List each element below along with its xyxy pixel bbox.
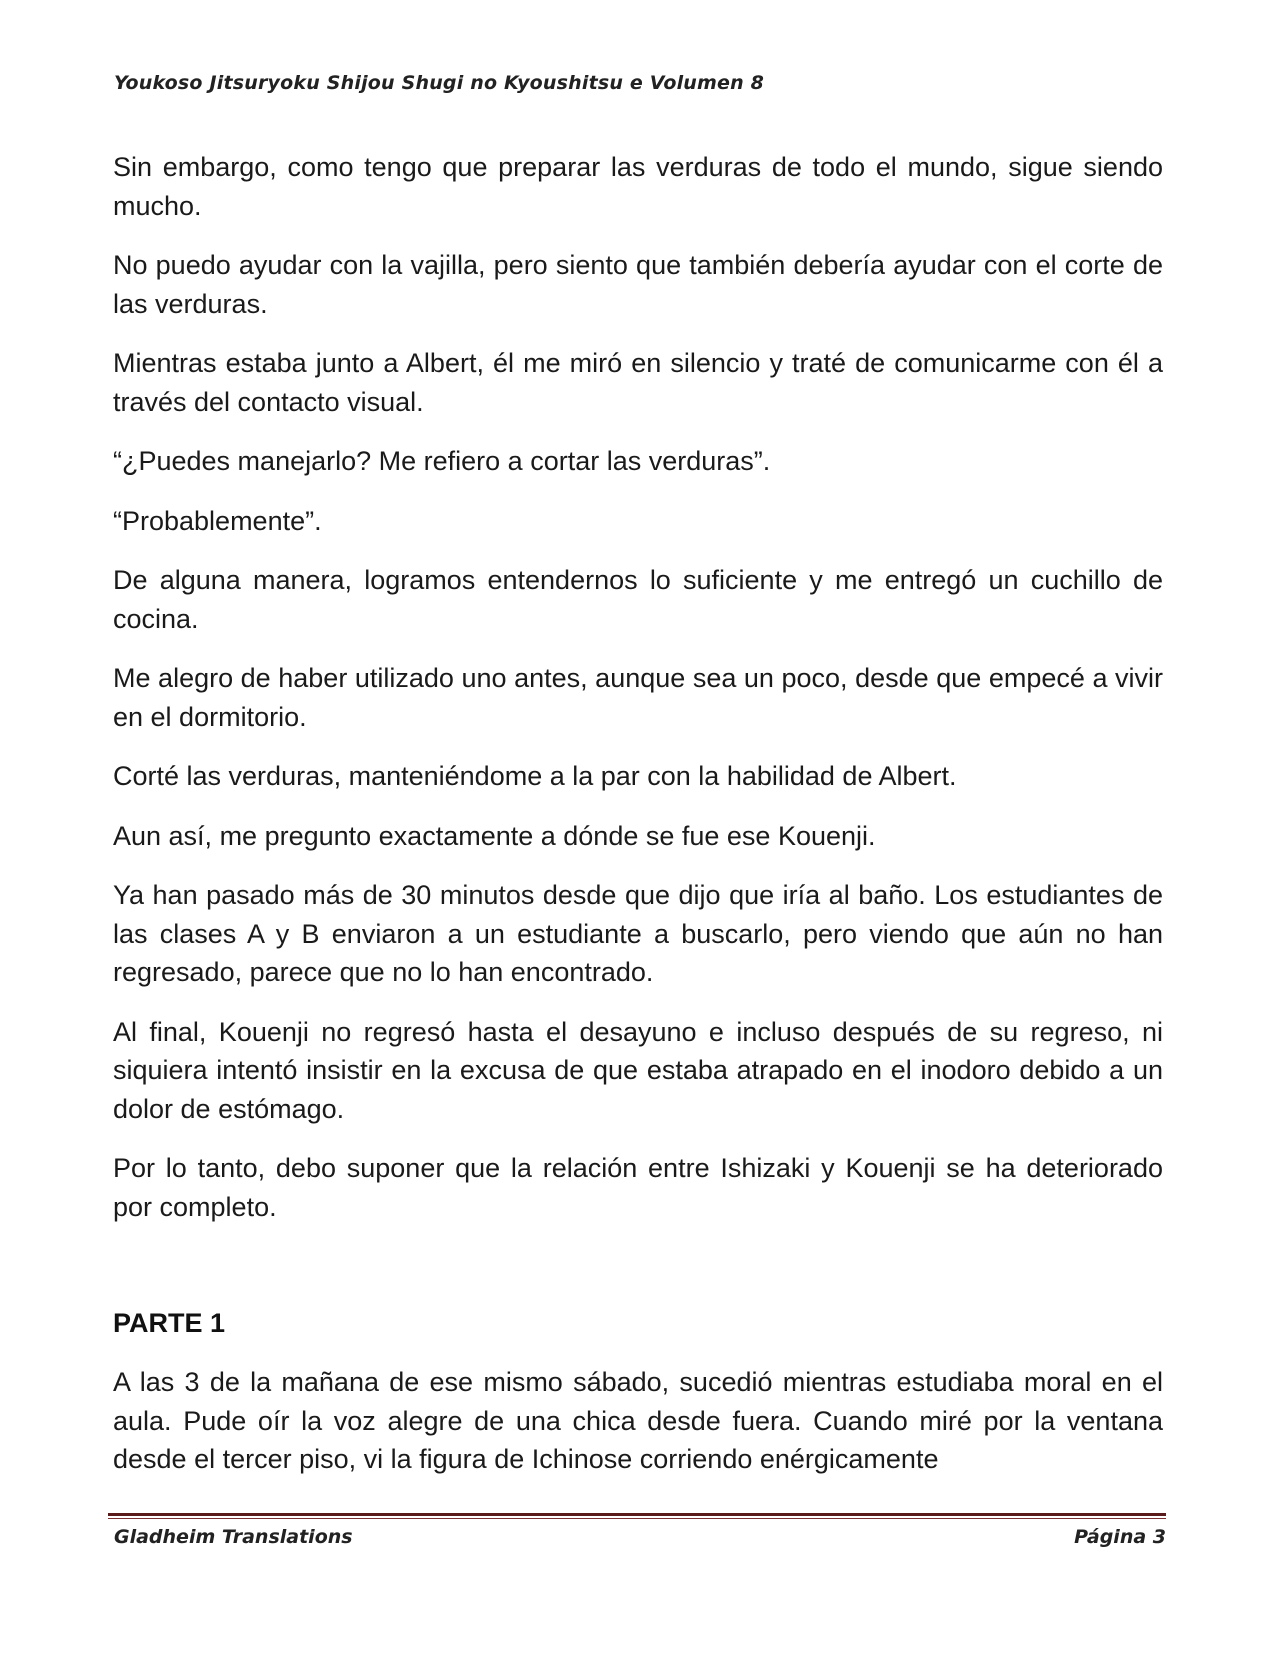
paragraph: Me alegro de haber utilizado uno antes, aunque sea un poco, desde que empecé a vivir en el dormitorio. (113, 663, 1163, 732)
paragraph: Por lo tanto, debo suponer que la relación entre Ishizaki y Kouenji se ha deteriorado por completo. (113, 1153, 1163, 1222)
footer-page-number: Página 3 (1074, 1526, 1166, 1548)
footer-divider-thin (108, 1518, 1166, 1519)
running-header: Youkoso Jitsuryoku Shijou Shugi no Kyoushitsu e Volumen 8 (114, 72, 765, 94)
footer-divider (108, 1513, 1166, 1519)
paragraph: Al final, Kouenji no regresó hasta el desayuno e incluso después de su regreso, ni siquiera intentó insistir en la excusa de que estaba atrapado en el inodoro debido a un dolor de estómago. (113, 1016, 1163, 1124)
body-text (113, 148, 1163, 1500)
paragraph: Mientras estaba junto a Albert, él me miró en silencio y traté de comunicarme con él a través del contacto visual. (113, 348, 1163, 417)
dialogue-line: “¿Puedes manejarlo? Me refiero a cortar las verduras”. (113, 446, 771, 476)
paragraph: De alguna manera, logramos entendernos lo suficiente y me entregó un cuchillo de cocina. (113, 565, 1163, 634)
paragraph: Corté las verduras, manteniéndome a la par con la habilidad de Albert. (113, 761, 957, 791)
paragraph: Ya han pasado más de 30 minutos desde que dijo que iría al baño. Los estudiantes de las clases A y B enviaron a un estudiante a buscarlo, pero viendo que aún no han regresado, parece que no lo han encontrado. (113, 880, 1163, 987)
paragraph: Sin embargo, como tengo que preparar las verduras de todo el mundo, sigue siendo mucho. (113, 152, 1163, 221)
section-paragraph: A las 3 de la mañana de ese mismo sábado, sucedió mientras estudiaba moral en el aula. Pude oír la voz alegre de una chica desde fuera. Cuando miré por la ventana desde el tercer piso, vi la figura de Ichinose corriendo enérgicamente (113, 1367, 1163, 1474)
paragraph: No puedo ayudar con la vajilla, pero siento que también debería ayudar con el corte de las verduras. (113, 250, 1163, 319)
footer-publisher: Gladheim Translations (114, 1526, 353, 1548)
footer-divider-thick (108, 1513, 1166, 1516)
dialogue-line: “Probablemente”. (113, 505, 322, 536)
paragraph: Aun así, me pregunto exactamente a dónde se fue ese Kouenji. (113, 820, 876, 851)
section-heading: PARTE 1 (113, 1308, 226, 1338)
